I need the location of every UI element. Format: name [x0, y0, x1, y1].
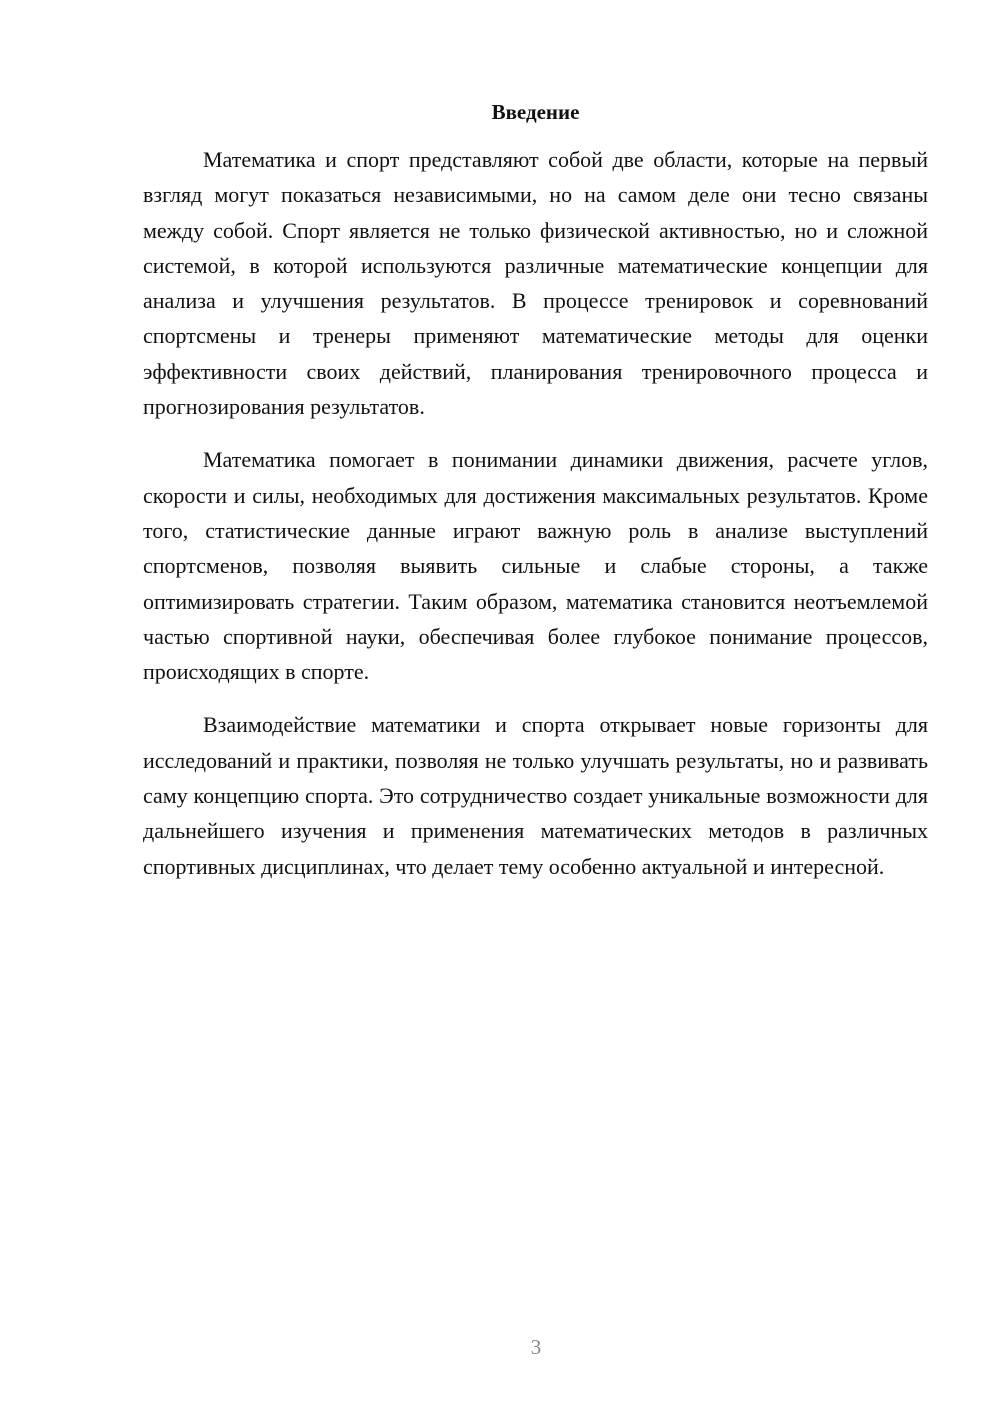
paragraph-3: Взаимодействие математики и спорта открывает новые горизонты для исследований и практики, позволяя не только улучшать результаты, но и развивать саму концепцию спорта. Это сотрудничество создает уникальные возможности для дальнейшего изучения и применения математических методов в различных спортивных дисциплинах, что делает тему особенно актуальной и интересной. [143, 712, 928, 879]
body-text [143, 142, 928, 902]
page-number: 3 [530, 1335, 542, 1359]
paragraph-2: Математика помогает в понимании динамики движения, расчете углов, скорости и силы, необходимых для достижения максимальных результатов. Кроме того, статистические данные играют важную роль в анализе выступлений спортсменов, позволяя выявить сильные и слабые стороны, а также оптимизировать стратегии. Таким образом, математика становится неотъемлемой частью спортивной науки, обеспечивая более глубокое понимание процессов, происходящих в спорте. [143, 447, 928, 685]
section-heading: Введение [491, 100, 580, 124]
paragraph-1: Математика и спорт представляют собой две области, которые на первый взгляд могут показаться независимыми, но на самом деле они тесно связаны между собой. Спорт является не только физической активностью, но и сложной системой, в которой используются различные математические концепции для анализа и улучшения результатов. В процессе тренировок и соревнований спортсмены и тренеры применяют математические методы для оценки эффективности своих действий, планирования тренировочного процесса и прогнозирования результатов. [143, 147, 928, 420]
